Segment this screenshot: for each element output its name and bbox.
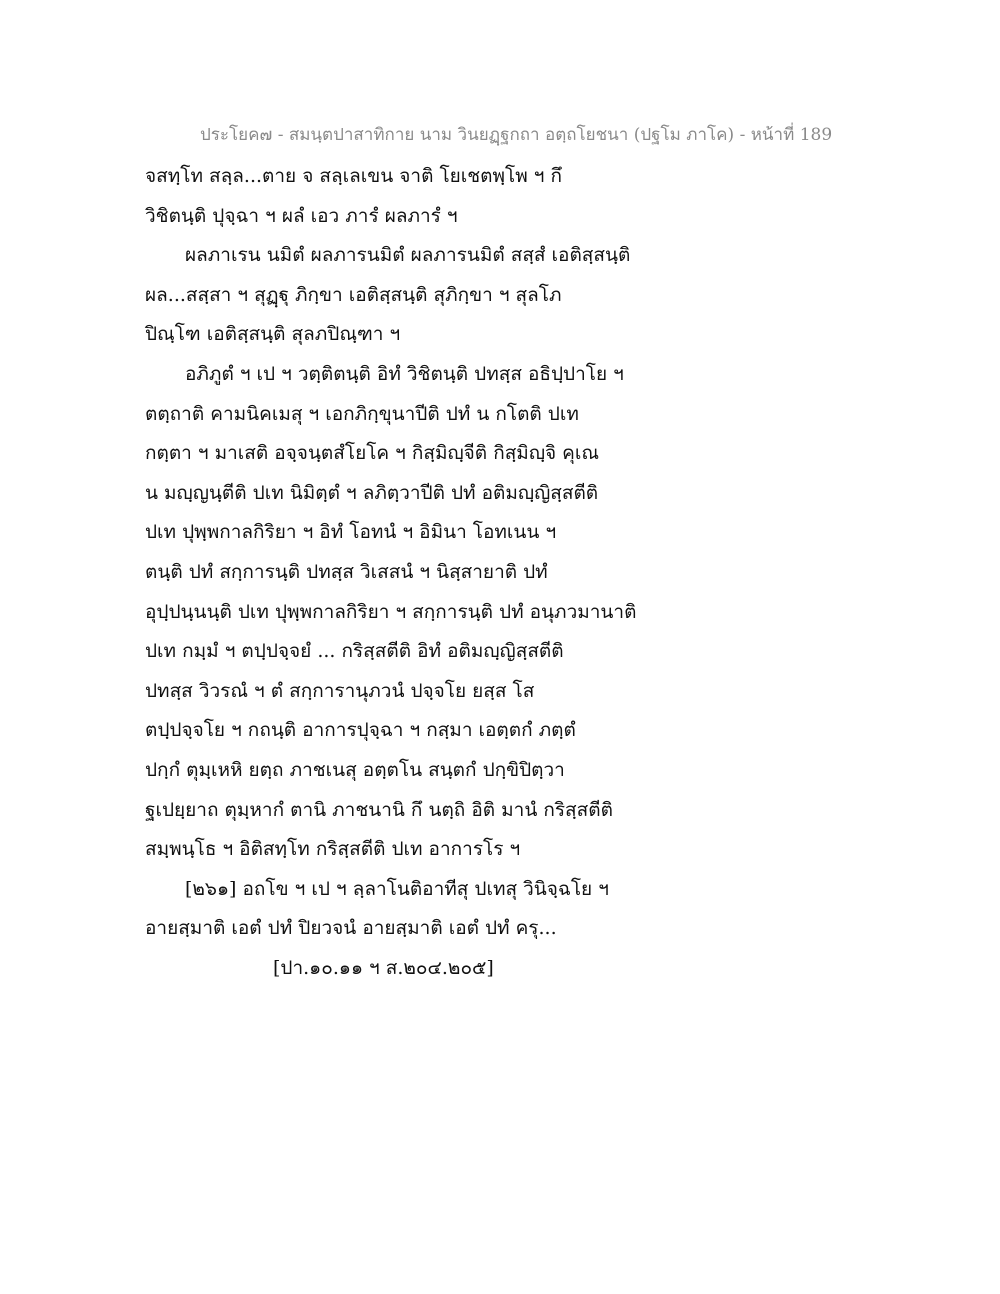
text-line: ปทสฺส วิวรณํ ฯ ตํ สกฺการานุภวนํ ปจฺจโย ยสฺส โส <box>145 679 535 702</box>
text-line: ปเท กมฺมํ ฯ ตปฺปจฺจยํ ... กริสฺสตีติ อิทํ อติมญฺญิสฺสตีติ <box>145 640 564 663</box>
text-line: วิชิตนฺติ ปุจฺฉา ฯ ผลํ เอว ภารํ ผลภารํ ฯ <box>145 204 458 227</box>
text-line: ตปฺปจฺจโย ฯ กถนฺติ อาการปุจฺฉา ฯ กสฺมา เอตฺตกํ ภตฺตํ <box>145 719 576 742</box>
body-text <box>145 157 885 988</box>
text-line: ปิณฺโฑ เอติสฺสนฺติ สุลภปิณฺฑา ฯ <box>145 323 401 346</box>
paragraph-start-line: [๒๖๑] อถโข ฯ เป ฯ ลฺลาโนติอาทีสุ ปเทสุ วินิจฺฉโย ฯ <box>185 877 609 900</box>
text-line: ตตฺถาติ คามนิคเมสุ ฯ เอกภิกฺขุนาปีติ ปทํ น กโตติ ปเท <box>145 402 579 425</box>
text-line: ปเท ปุพฺพกาลกิริยา ฯ อิทํ โอทนํ ฯ อิมินา โอทเนน ฯ <box>145 521 557 544</box>
text-line: น มญฺญนฺตีติ ปเท นิมิตฺตํ ฯ ลภิตฺวาปีติ ปทํ อติมญฺญิสฺสตีติ <box>145 481 599 504</box>
text-line: ผล...สสฺสา ฯ สุฏฺฐุ ภิกฺขา เอติสฺสนฺติ สุภิกฺขา ฯ สุลโภ <box>145 283 562 306</box>
text-line: ฐเปยฺยาถ ตุมฺหากํ ตานิ ภาชนานิ กึ นตฺถิ อิติ มานํ กริสฺสตีติ <box>145 798 613 821</box>
running-header: ประโยค๗ - สมนฺตปาสาทิกาย นาม วินยฏฺฐกถา อตฺถโยชนา (ปฐโม ภาโค) - หน้าที่ 189 <box>200 125 833 145</box>
text-line: อุปฺปนฺนนฺติ ปเท ปุพฺพกาลกิริยา ฯ สกฺการนฺติ ปทํ อนุภวมานาติ <box>145 600 637 623</box>
text-line: ปกฺกํ ตุมฺเหหิ ยตฺถ ภาชเนสุ อตฺตโน สนฺตกํ ปกฺขิปิตฺวา <box>145 758 565 781</box>
paragraph-start-line: ผลภาเรน นมิตํ ผลภารนมิตํ ผลภารนมิตํ สสฺสํ เอติสฺสนฺติ <box>185 244 631 267</box>
text-line: กตฺตา ฯ มาเสติ อจฺจนฺตสํโยโค ฯ กิสฺมิญฺจีติ กิสฺมิญฺจิ คุเณ <box>145 442 600 465</box>
text-line: จสทฺโท สลฺล...ตาย จ สลฺเลเขน จาติ โยเชตพฺโพ ฯ กึ <box>145 165 563 187</box>
text-line: ตนฺติ ปทํ สกฺการนฺติ ปทสฺส วิเสสนํ ฯ นิสฺสายาติ ปทํ <box>145 560 548 583</box>
paragraph-start-line: อภิภูตํ ฯ เป ฯ วตฺติตนฺติ อิทํ วิชิตนฺติ ปทสฺส อธิปฺปาโย ฯ <box>185 362 624 385</box>
text-line: สมฺพนฺโธ ฯ อิติสทฺโท กริสฺสตีติ ปเท อาการโร ฯ <box>145 838 521 861</box>
text-line: อายสฺมาติ เอตํ ปทํ ปิยวจนํ อายสฺมาติ เอตํ ปทํ ครุ... <box>145 917 557 940</box>
reference-line: [ปา.๑๐.๑๑ ฯ ส.๒๐๔.๒๐๕] <box>273 956 494 979</box>
